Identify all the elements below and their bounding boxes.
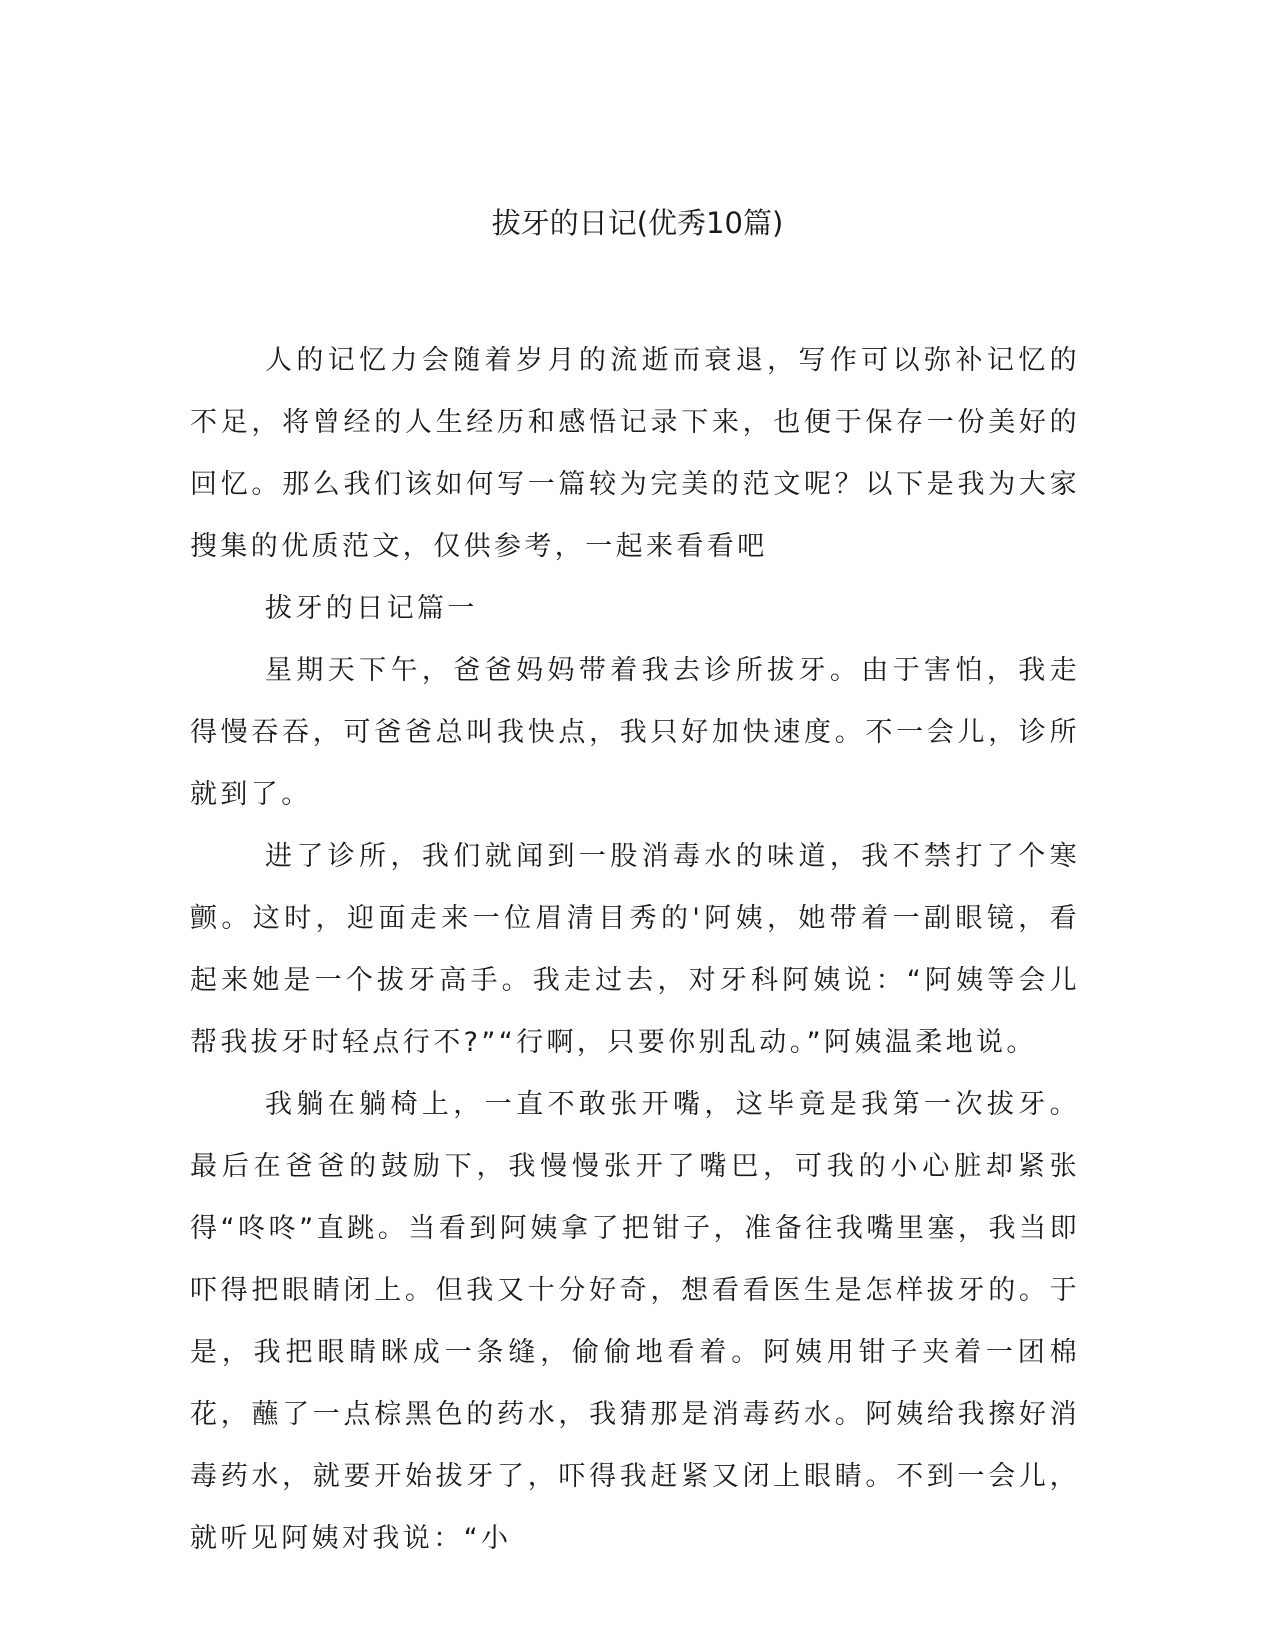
section-heading: 拔牙的日记篇一 — [265, 593, 478, 624]
body-paragraph-1: 星期天下午，爸爸妈妈带着我去诊所拔牙。由于害怕，我走得慢吞吞，可爸爸总叫我快点，我只好加快速度。不一会儿，诊所就到了。 — [190, 655, 1080, 810]
document-body — [190, 330, 1080, 1570]
intro-paragraph: 人的记忆力会随着岁月的流逝而衰退，写作可以弥补记忆的不足，将曾经的人生经历和感悟记录下来，也便于保存一份美好的回忆。那么我们该如何写一篇较为完美的范文呢？以下是我为大家搜集的优质范文，仅供参考，一起来看看吧 — [190, 345, 1080, 562]
body-paragraph-2: 进了诊所，我们就闻到一股消毒水的味道，我不禁打了个寒颤。这时，迎面走来一位眉清目秀的'阿姨，她带着一副眼镜，看起来她是一个拔牙高手。我走过去，对牙科阿姨说：“阿姨等会儿帮我拔牙时轻点行不?”“行啊，只要你别乱动。”阿姨温柔地说。 — [190, 841, 1080, 1058]
document-title: 拔牙的日记(优秀10篇) — [491, 206, 784, 240]
body-paragraph-3: 我躺在躺椅上，一直不敢张开嘴，这毕竟是我第一次拔牙。最后在爸爸的鼓励下，我慢慢张开了嘴巴，可我的小心脏却紧张得“咚咚”直跳。当看到阿姨拿了把钳子，准备往我嘴里塞，我当即吓得把眼睛闭上。但我又十分好奇，想看看医生是怎样拔牙的。于是，我把眼睛眯成一条缝，偷偷地看着。阿姨用钳子夹着一团棉花，蘸了一点棕黑色的药水，我猜那是消毒药水。阿姨给我擦好消毒药水，就要开始拔牙了，吓得我赶紧又闭上眼睛。不到一会儿，就听见阿姨对我说：“小 — [190, 1089, 1080, 1554]
